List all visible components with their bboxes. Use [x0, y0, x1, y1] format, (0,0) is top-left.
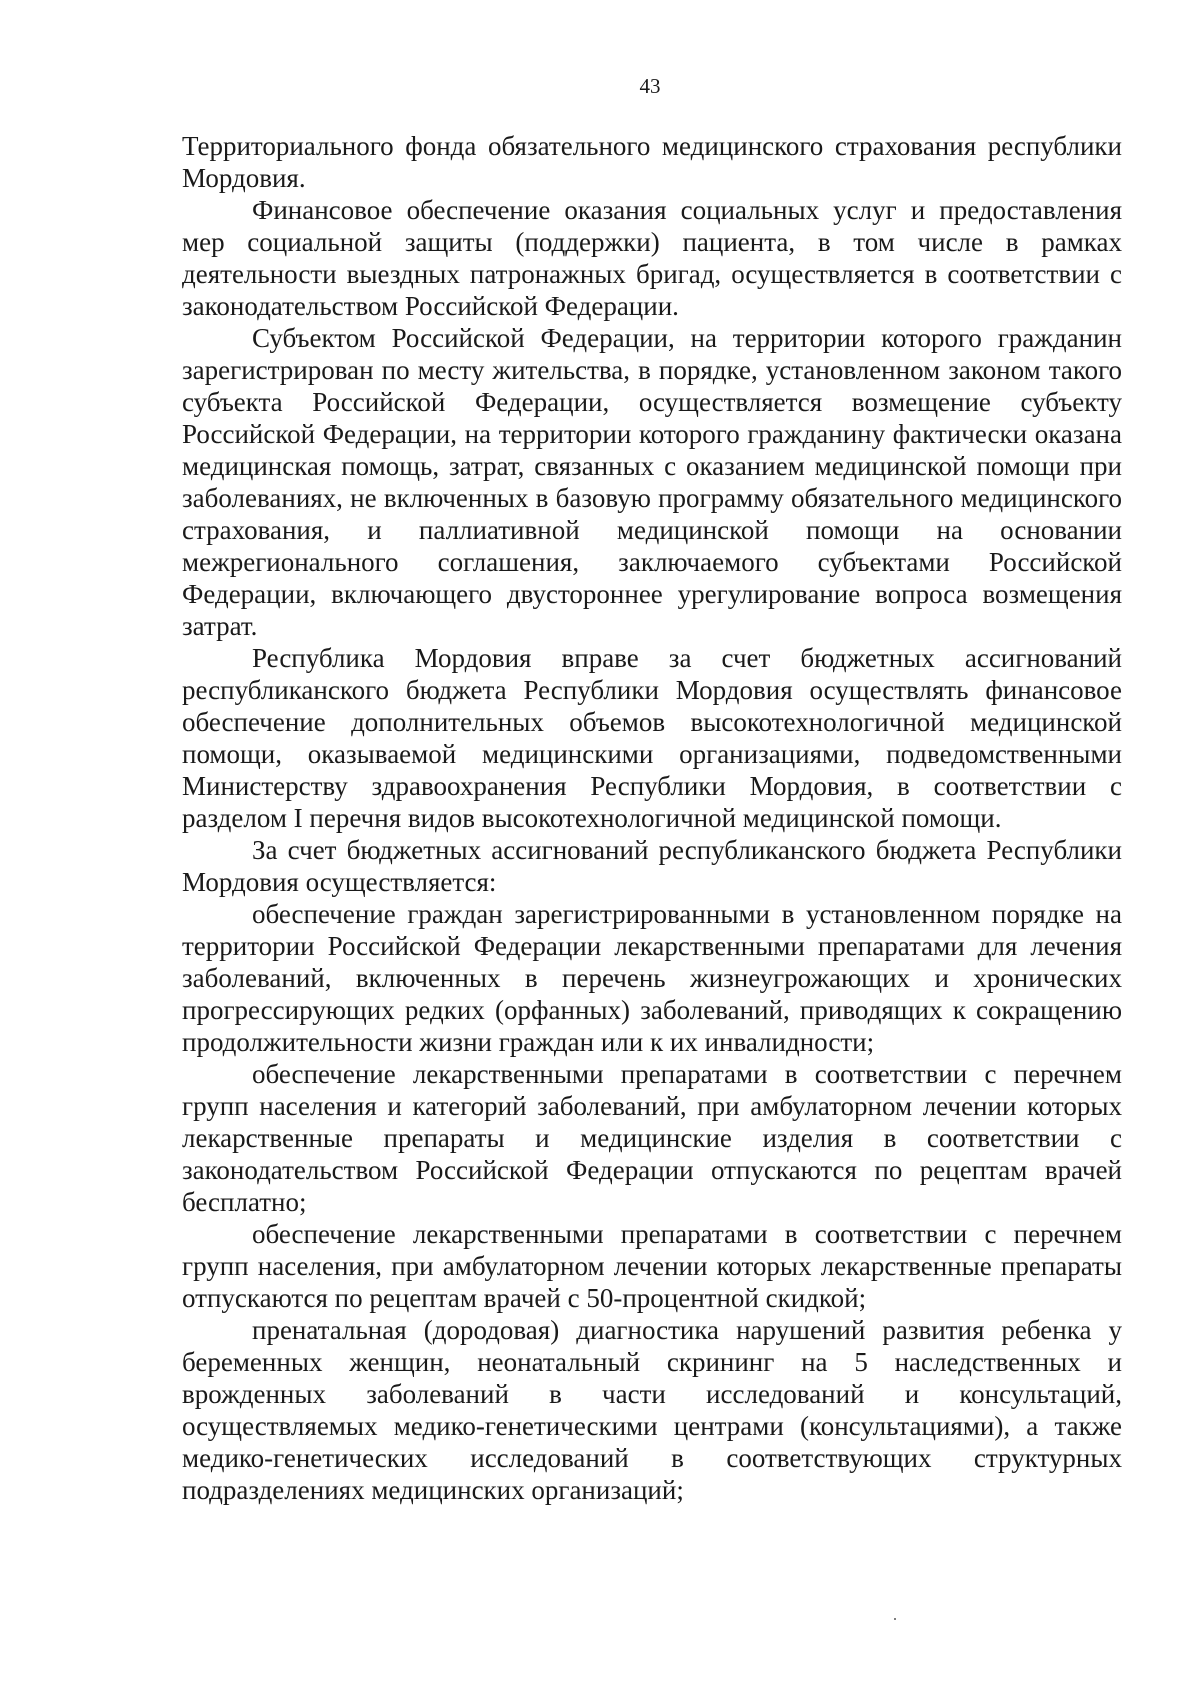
paragraph-interregional-reimbursement: Субъектом Российской Федерации, на территории которого гражданин зарегистрирован по месту жительства, в порядке, установленном законом такого субъекта Российской Федерации, осуществляется возмещение субъекту Российской Федерации, на территории которого гражданину фактически оказана медицинская помощь, затрат, связанных с оказанием медицинской помощи при заболеваниях, не включенных в базовую программу обязательного медицинского страхования, и паллиативной медицинской помощи на основании межрегионального соглашения, заключаемого субъектами Российской Федерации, включающего двустороннее урегулирование вопроса возмещения затрат.	[182, 323, 1122, 641]
paragraph-high-tech-care-financing: Республика Мордовия вправе за счет бюджетных ассигнований республиканского бюджета Республики Мордовия осуществлять финансовое обеспечение дополнительных объемов высокотехнологичной медицинской помощи, оказываемой медицинскими организациями, подведомственными Министерству здравоохранения Республики Мордовия, в соответствии с разделом I перечня видов высокотехнологичной медицинской помощи.	[182, 643, 1122, 833]
page-number: 43	[639, 74, 661, 98]
list-item-prenatal-diagnostics: пренатальная (дородовая) диагностика нарушений развития ребенка у беременных женщин, неонатальный скрининг на 5 наследственных и врожденных заболеваний в части исследований и консультаций, осуществляемых медико-генетическими центрами (консультациями), а также медико-генетических исследований в соответствующих структурных подразделениях медицинских организаций;	[182, 1315, 1122, 1505]
scan-speck	[894, 1618, 896, 1620]
paragraph-continuation: Территориального фонда обязательного медицинского страхования республики Мордовия.	[182, 131, 1122, 193]
document-body	[182, 130, 1122, 1506]
paragraph-social-services-financing: Финансовое обеспечение оказания социальных услуг и предоставления мер социальной защиты (поддержки) пациента, в том числе в рамках деятельности выездных патронажных бригад, осуществляется в соответствии с законодательством Российской Федерации.	[182, 195, 1122, 321]
list-item-orphan-diseases: обеспечение граждан зарегистрированными в установленном порядке на территории Российской Федерации лекарственными препаратами для лечения заболеваний, включенных в перечень жизнеугрожающих и хронических прогрессирующих редких (орфанных) заболеваний, приводящих к сокращению продолжительности жизни граждан или к их инвалидности;	[182, 899, 1122, 1057]
list-item-free-medicines: обеспечение лекарственными препаратами в соответствии с перечнем групп населения и категорий заболеваний, при амбулаторном лечении которых лекарственные препараты и медицинские изделия в соответствии с законодательством Российской Федерации отпускаются по рецептам врачей бесплатно;	[182, 1059, 1122, 1217]
paragraph-budget-funded-intro: За счет бюджетных ассигнований республиканского бюджета Республики Мордовия осуществляется:	[182, 835, 1122, 897]
list-item-discount-medicines: обеспечение лекарственными препаратами в соответствии с перечнем групп населения, при амбулаторном лечении которых лекарственные препараты отпускаются по рецептам врачей с 50-процентной скидкой;	[182, 1219, 1122, 1313]
